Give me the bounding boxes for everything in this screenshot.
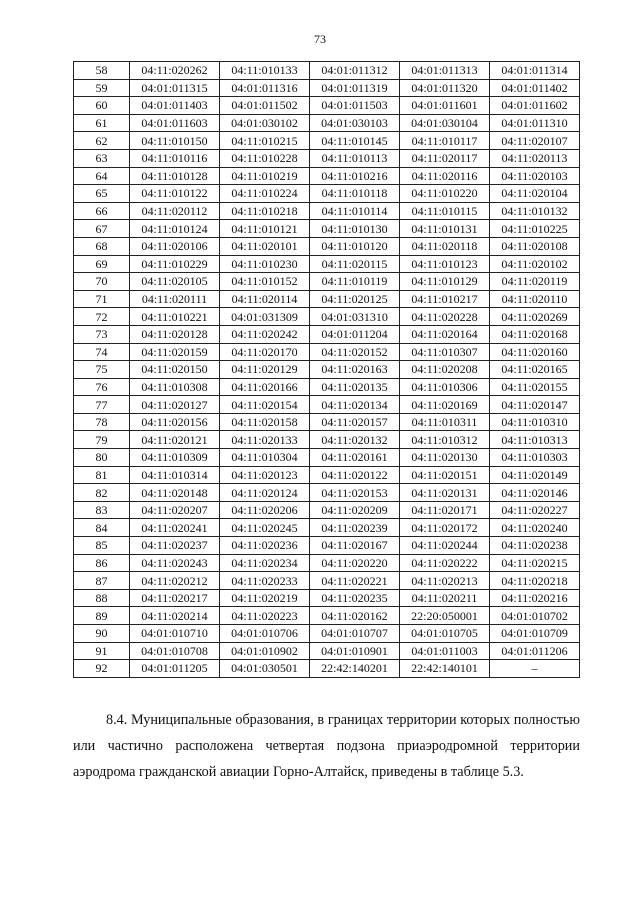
cadastral-number-cell: 04:11:020148 [130, 484, 220, 502]
cadastral-number-cell: 04:01:011503 [310, 97, 400, 115]
cadastral-number-cell: 04:01:011402 [490, 79, 580, 97]
cadastral-number-cell: 04:11:010116 [130, 149, 220, 167]
cadastral-number-cell: 04:11:020216 [490, 589, 580, 607]
table-row [74, 413, 580, 431]
cadastral-number-cell: 04:11:020160 [490, 343, 580, 361]
cadastral-number-cell: 04:11:010304 [220, 449, 310, 467]
paragraph-text: Муниципальные образования, в границах территории которых полностью или частично расположена четвертая подзона приаэродромной территории аэродрома гражданской авиации Горно-Алтайск, приведены в таблице 5.3. [73, 712, 580, 780]
cadastral-number-cell: 04:11:020147 [490, 396, 580, 414]
table-row [74, 396, 580, 414]
row-number-cell: 71 [74, 290, 130, 308]
table-row [74, 431, 580, 449]
cadastral-number-cell: 04:11:020102 [490, 255, 580, 273]
cadastral-number-cell: 04:11:010311 [400, 413, 490, 431]
cadastral-number-cell: 04:11:020227 [490, 501, 580, 519]
table-row [74, 607, 580, 625]
cadastral-number-cell: 04:01:011315 [130, 79, 220, 97]
cadastral-number-cell: 04:11:020101 [220, 237, 310, 255]
cadastral-number-cell: 04:11:020114 [220, 290, 310, 308]
cadastral-number-cell: 04:11:010130 [310, 220, 400, 238]
cadastral-number-cell: 04:01:010707 [310, 625, 400, 643]
cadastral-number-cell: 04:01:010902 [220, 642, 310, 660]
cadastral-number-cell: 04:11:020149 [490, 466, 580, 484]
row-number-cell: 92 [74, 660, 130, 678]
cadastral-number-cell: 04:11:020124 [220, 484, 310, 502]
cadastral-number-cell: 04:11:020118 [400, 237, 490, 255]
cadastral-number-cell: 04:11:020128 [130, 325, 220, 343]
cadastral-number-cell: 04:11:020117 [400, 149, 490, 167]
cadastral-number-cell: 04:11:020234 [220, 554, 310, 572]
cadastral-number-cell: 04:01:011601 [400, 97, 490, 115]
cadastral-number-cell: 22:42:140101 [400, 660, 490, 678]
cadastral-number-cell: 04:11:020105 [130, 273, 220, 291]
cadastral-number-cell: 04:11:010133 [220, 62, 310, 80]
cadastral-number-cell: 04:11:020108 [490, 237, 580, 255]
table-row [74, 660, 580, 678]
cadastral-number-cell: 04:01:011204 [310, 325, 400, 343]
cadastral-number-cell: 04:11:020106 [130, 237, 220, 255]
cadastral-number-cell: 04:11:020131 [400, 484, 490, 502]
table-row [74, 589, 580, 607]
cadastral-number-cell: 04:11:020214 [130, 607, 220, 625]
table-row [74, 79, 580, 97]
cadastral-number-cell: 04:11:020236 [220, 537, 310, 555]
table-row [74, 220, 580, 238]
cadastral-number-cell: 04:11:020151 [400, 466, 490, 484]
row-number-cell: 62 [74, 132, 130, 150]
cadastral-number-cell: 04:11:010310 [490, 413, 580, 431]
table-row [74, 167, 580, 185]
cadastral-number-cell: 04:11:010122 [130, 185, 220, 203]
cadastral-number-cell: 04:11:020158 [220, 413, 310, 431]
table-row [74, 501, 580, 519]
row-number-cell: 73 [74, 325, 130, 343]
row-number-cell: 67 [74, 220, 130, 238]
cadastral-number-cell: 04:01:010708 [130, 642, 220, 660]
row-number-cell: 77 [74, 396, 130, 414]
table-row [74, 625, 580, 643]
cadastral-number-cell: 04:11:020245 [220, 519, 310, 537]
cadastral-number-cell: 04:11:010114 [310, 202, 400, 220]
row-number-cell: 70 [74, 273, 130, 291]
cadastral-number-cell: 04:01:030102 [220, 114, 310, 132]
row-number-cell: 81 [74, 466, 130, 484]
cadastral-number-cell: 04:01:011502 [220, 97, 310, 115]
cadastral-number-cell: 04:11:010306 [400, 378, 490, 396]
cadastral-number-cell: 04:11:020239 [310, 519, 400, 537]
row-number-cell: 79 [74, 431, 130, 449]
row-number-cell: 84 [74, 519, 130, 537]
row-number-cell: 75 [74, 361, 130, 379]
cadastral-number-cell: 04:11:020208 [400, 361, 490, 379]
table-row [74, 361, 580, 379]
row-number-cell: 85 [74, 537, 130, 555]
cadastral-number-cell: 04:01:011314 [490, 62, 580, 80]
table-row [74, 185, 580, 203]
cadastral-number-cell: 04:11:010228 [220, 149, 310, 167]
cadastral-number-cell: 04:11:010216 [310, 167, 400, 185]
row-number-cell: 65 [74, 185, 130, 203]
cadastral-number-cell: 04:11:020153 [310, 484, 400, 502]
cadastral-number-cell: 04:11:010123 [400, 255, 490, 273]
cadastral-number-cell: 04:11:020125 [310, 290, 400, 308]
cadastral-number-cell: 04:11:020123 [220, 466, 310, 484]
cadastral-number-cell: 04:11:010309 [130, 449, 220, 467]
cadastral-number-cell: 04:11:010218 [220, 202, 310, 220]
cadastral-number-cell: 04:01:011603 [130, 114, 220, 132]
cadastral-number-cell: 04:11:020168 [490, 325, 580, 343]
cadastral-number-cell: 04:01:011320 [400, 79, 490, 97]
row-number-cell: 78 [74, 413, 130, 431]
cadastral-number-cell: 04:11:010220 [400, 185, 490, 203]
table-body [74, 62, 580, 678]
cadastral-number-cell: 04:11:020164 [400, 325, 490, 343]
cadastral-number-cell: 04:11:020215 [490, 554, 580, 572]
paragraph-8-4 [73, 707, 580, 785]
cadastral-numbers-table [73, 61, 580, 678]
cadastral-number-cell: 04:11:020146 [490, 484, 580, 502]
table-row [74, 325, 580, 343]
cadastral-number-cell: 04:11:020162 [310, 607, 400, 625]
table-row [74, 273, 580, 291]
table-row [74, 62, 580, 80]
cadastral-number-cell: 04:11:020135 [310, 378, 400, 396]
cadastral-number-cell: 04:11:010152 [220, 273, 310, 291]
cadastral-number-cell: 04:11:020165 [490, 361, 580, 379]
table-row [74, 308, 580, 326]
table-row [74, 149, 580, 167]
cadastral-number-cell: 04:01:011310 [490, 114, 580, 132]
cadastral-number-cell: 04:01:011312 [310, 62, 400, 80]
cadastral-number-cell: 04:11:010128 [130, 167, 220, 185]
cadastral-number-cell: 22:20:050001 [400, 607, 490, 625]
cadastral-number-cell: 04:11:020172 [400, 519, 490, 537]
cadastral-number-cell: 04:11:020132 [310, 431, 400, 449]
cadastral-number-cell: 04:11:010119 [310, 273, 400, 291]
cadastral-number-cell: 04:01:010706 [220, 625, 310, 643]
cadastral-number-cell: 04:11:020217 [130, 589, 220, 607]
cadastral-number-cell: 04:01:031310 [310, 308, 400, 326]
table-row [74, 378, 580, 396]
cadastral-number-cell: 04:11:020206 [220, 501, 310, 519]
cadastral-number-cell: 04:11:020209 [310, 501, 400, 519]
cadastral-number-cell: 04:11:020221 [310, 572, 400, 590]
cadastral-number-cell: 04:11:010313 [490, 431, 580, 449]
cadastral-number-cell: 04:11:010129 [400, 273, 490, 291]
cadastral-number-cell: 04:11:020243 [130, 554, 220, 572]
cadastral-number-cell: 04:11:010150 [130, 132, 220, 150]
cadastral-number-cell: 04:11:010314 [130, 466, 220, 484]
cadastral-number-cell: 04:11:010120 [310, 237, 400, 255]
row-number-cell: 61 [74, 114, 130, 132]
row-number-cell: 69 [74, 255, 130, 273]
cadastral-number-cell: 04:11:010124 [130, 220, 220, 238]
cadastral-number-cell: 04:01:011316 [220, 79, 310, 97]
cadastral-number-cell: 04:11:020171 [400, 501, 490, 519]
cadastral-number-cell: 04:01:031309 [220, 308, 310, 326]
cadastral-number-cell: 04:01:011319 [310, 79, 400, 97]
table-row [74, 537, 580, 555]
cadastral-number-cell: 04:01:011602 [490, 97, 580, 115]
cadastral-number-cell: 04:11:020104 [490, 185, 580, 203]
row-number-cell: 60 [74, 97, 130, 115]
row-number-cell: 72 [74, 308, 130, 326]
cadastral-number-cell: 04:01:010710 [130, 625, 220, 643]
cadastral-number-cell: 04:11:020156 [130, 413, 220, 431]
cadastral-number-cell: 04:11:020242 [220, 325, 310, 343]
cadastral-number-cell: 04:11:020166 [220, 378, 310, 396]
cadastral-number-cell: 04:11:020262 [130, 62, 220, 80]
cadastral-number-cell: 04:11:020111 [130, 290, 220, 308]
row-number-cell: 89 [74, 607, 130, 625]
table-row [74, 114, 580, 132]
row-number-cell: 90 [74, 625, 130, 643]
cadastral-number-cell: 04:11:010303 [490, 449, 580, 467]
row-number-cell: 68 [74, 237, 130, 255]
cadastral-number-cell: 04:11:020157 [310, 413, 400, 431]
cadastral-number-cell: 04:11:010132 [490, 202, 580, 220]
table-row [74, 290, 580, 308]
cadastral-number-cell: 04:01:010702 [490, 607, 580, 625]
cadastral-number-cell: 04:11:010308 [130, 378, 220, 396]
cadastral-number-cell: 04:11:010118 [310, 185, 400, 203]
cadastral-number-cell: 04:11:010307 [400, 343, 490, 361]
row-number-cell: 87 [74, 572, 130, 590]
row-number-cell: 83 [74, 501, 130, 519]
cadastral-number-cell: 04:01:030501 [220, 660, 310, 678]
table-row [74, 466, 580, 484]
row-number-cell: 58 [74, 62, 130, 80]
table-row [74, 484, 580, 502]
cadastral-number-cell: 04:11:010115 [400, 202, 490, 220]
cadastral-number-cell: 04:11:020220 [310, 554, 400, 572]
cadastral-number-cell: 04:11:020244 [400, 537, 490, 555]
cadastral-number-cell: 04:11:020155 [490, 378, 580, 396]
cadastral-number-cell: 04:01:010901 [310, 642, 400, 660]
table-row [74, 519, 580, 537]
row-number-cell: 64 [74, 167, 130, 185]
table-row [74, 572, 580, 590]
cadastral-number-cell: 04:11:020134 [310, 396, 400, 414]
cadastral-number-cell: 04:11:020115 [310, 255, 400, 273]
cadastral-number-cell: 04:11:020241 [130, 519, 220, 537]
cadastral-number-cell: 04:11:020121 [130, 431, 220, 449]
table-row [74, 132, 580, 150]
cadastral-number-cell: 04:11:020159 [130, 343, 220, 361]
cadastral-number-cell: 04:01:030104 [400, 114, 490, 132]
cadastral-number-cell: 04:11:020207 [130, 501, 220, 519]
cadastral-number-cell: 04:01:011403 [130, 97, 220, 115]
cadastral-number-cell: 04:11:020112 [130, 202, 220, 220]
cadastral-number-cell: 04:11:010117 [400, 132, 490, 150]
cadastral-number-cell: 04:01:010709 [490, 625, 580, 643]
cadastral-number-cell: 04:11:020223 [220, 607, 310, 625]
row-number-cell: 91 [74, 642, 130, 660]
cadastral-number-cell: 04:01:011003 [400, 642, 490, 660]
table-row [74, 255, 580, 273]
cadastral-number-cell: 04:01:030103 [310, 114, 400, 132]
cadastral-number-cell: 04:11:020161 [310, 449, 400, 467]
row-number-cell: 66 [74, 202, 130, 220]
table-row [74, 97, 580, 115]
cadastral-number-cell: 04:11:020127 [130, 396, 220, 414]
row-number-cell: 76 [74, 378, 130, 396]
cadastral-number-cell: 04:01:010705 [400, 625, 490, 643]
cadastral-number-cell: 04:11:010131 [400, 220, 490, 238]
cadastral-number-cell: 04:11:020269 [490, 308, 580, 326]
cadastral-number-cell: 04:11:020222 [400, 554, 490, 572]
cadastral-number-cell: 04:11:020169 [400, 396, 490, 414]
table-row [74, 554, 580, 572]
cadastral-number-cell: 04:11:020110 [490, 290, 580, 308]
cadastral-number-cell: 04:11:010230 [220, 255, 310, 273]
row-number-cell: 82 [74, 484, 130, 502]
cadastral-number-cell: 04:11:020240 [490, 519, 580, 537]
cadastral-number-cell: 04:11:020103 [490, 167, 580, 185]
cadastral-number-cell: 04:11:020218 [490, 572, 580, 590]
paragraph-number: 8.4. [106, 712, 128, 728]
cadastral-number-cell: 04:11:020228 [400, 308, 490, 326]
table-row [74, 343, 580, 361]
cadastral-number-cell: 04:11:010224 [220, 185, 310, 203]
row-number-cell: 59 [74, 79, 130, 97]
cadastral-number-cell: 04:11:020237 [130, 537, 220, 555]
cadastral-number-cell: 22:42:140201 [310, 660, 400, 678]
row-number-cell: 88 [74, 589, 130, 607]
cadastral-number-cell: 04:11:020133 [220, 431, 310, 449]
cadastral-number-cell: 04:11:020233 [220, 572, 310, 590]
table-row [74, 202, 580, 220]
cadastral-number-cell: 04:11:020150 [130, 361, 220, 379]
cadastral-number-cell: 04:11:010312 [400, 431, 490, 449]
row-number-cell: 74 [74, 343, 130, 361]
cadastral-number-cell: 04:01:011313 [400, 62, 490, 80]
cadastral-number-cell: 04:11:020235 [310, 589, 400, 607]
cadastral-number-cell: 04:11:020211 [400, 589, 490, 607]
cadastral-number-cell: 04:11:010225 [490, 220, 580, 238]
cadastral-number-cell: 04:01:011205 [130, 660, 220, 678]
cadastral-number-cell: 04:11:010229 [130, 255, 220, 273]
cadastral-number-cell: 04:11:020122 [310, 466, 400, 484]
cadastral-number-cell: 04:01:011206 [490, 642, 580, 660]
table-row [74, 449, 580, 467]
cadastral-number-cell: 04:11:020238 [490, 537, 580, 555]
cadastral-number-cell: 04:11:020152 [310, 343, 400, 361]
cadastral-number-cell: 04:11:020212 [130, 572, 220, 590]
cadastral-number-cell: 04:11:020113 [490, 149, 580, 167]
cadastral-number-cell: 04:11:010121 [220, 220, 310, 238]
cadastral-number-cell: 04:11:020163 [310, 361, 400, 379]
cadastral-number-cell: 04:11:010217 [400, 290, 490, 308]
cadastral-number-cell: 04:11:020107 [490, 132, 580, 150]
row-number-cell: 80 [74, 449, 130, 467]
cadastral-number-cell: 04:11:010219 [220, 167, 310, 185]
cadastral-number-cell: 04:11:020116 [400, 167, 490, 185]
cadastral-number-cell: 04:11:020170 [220, 343, 310, 361]
cadastral-number-cell: – [490, 660, 580, 678]
cadastral-number-cell: 04:11:020129 [220, 361, 310, 379]
cadastral-number-cell: 04:11:010215 [220, 132, 310, 150]
cadastral-number-cell: 04:11:020213 [400, 572, 490, 590]
row-number-cell: 86 [74, 554, 130, 572]
cadastral-number-cell: 04:11:020119 [490, 273, 580, 291]
table-row [74, 237, 580, 255]
page-number: 73 [314, 32, 326, 46]
cadastral-number-cell: 04:11:010113 [310, 149, 400, 167]
cadastral-number-cell: 04:11:010145 [310, 132, 400, 150]
cadastral-number-cell: 04:11:010221 [130, 308, 220, 326]
cadastral-number-cell: 04:11:020167 [310, 537, 400, 555]
cadastral-number-cell: 04:11:020154 [220, 396, 310, 414]
cadastral-number-cell: 04:11:020219 [220, 589, 310, 607]
cadastral-number-cell: 04:11:020130 [400, 449, 490, 467]
table-row [74, 642, 580, 660]
row-number-cell: 63 [74, 149, 130, 167]
